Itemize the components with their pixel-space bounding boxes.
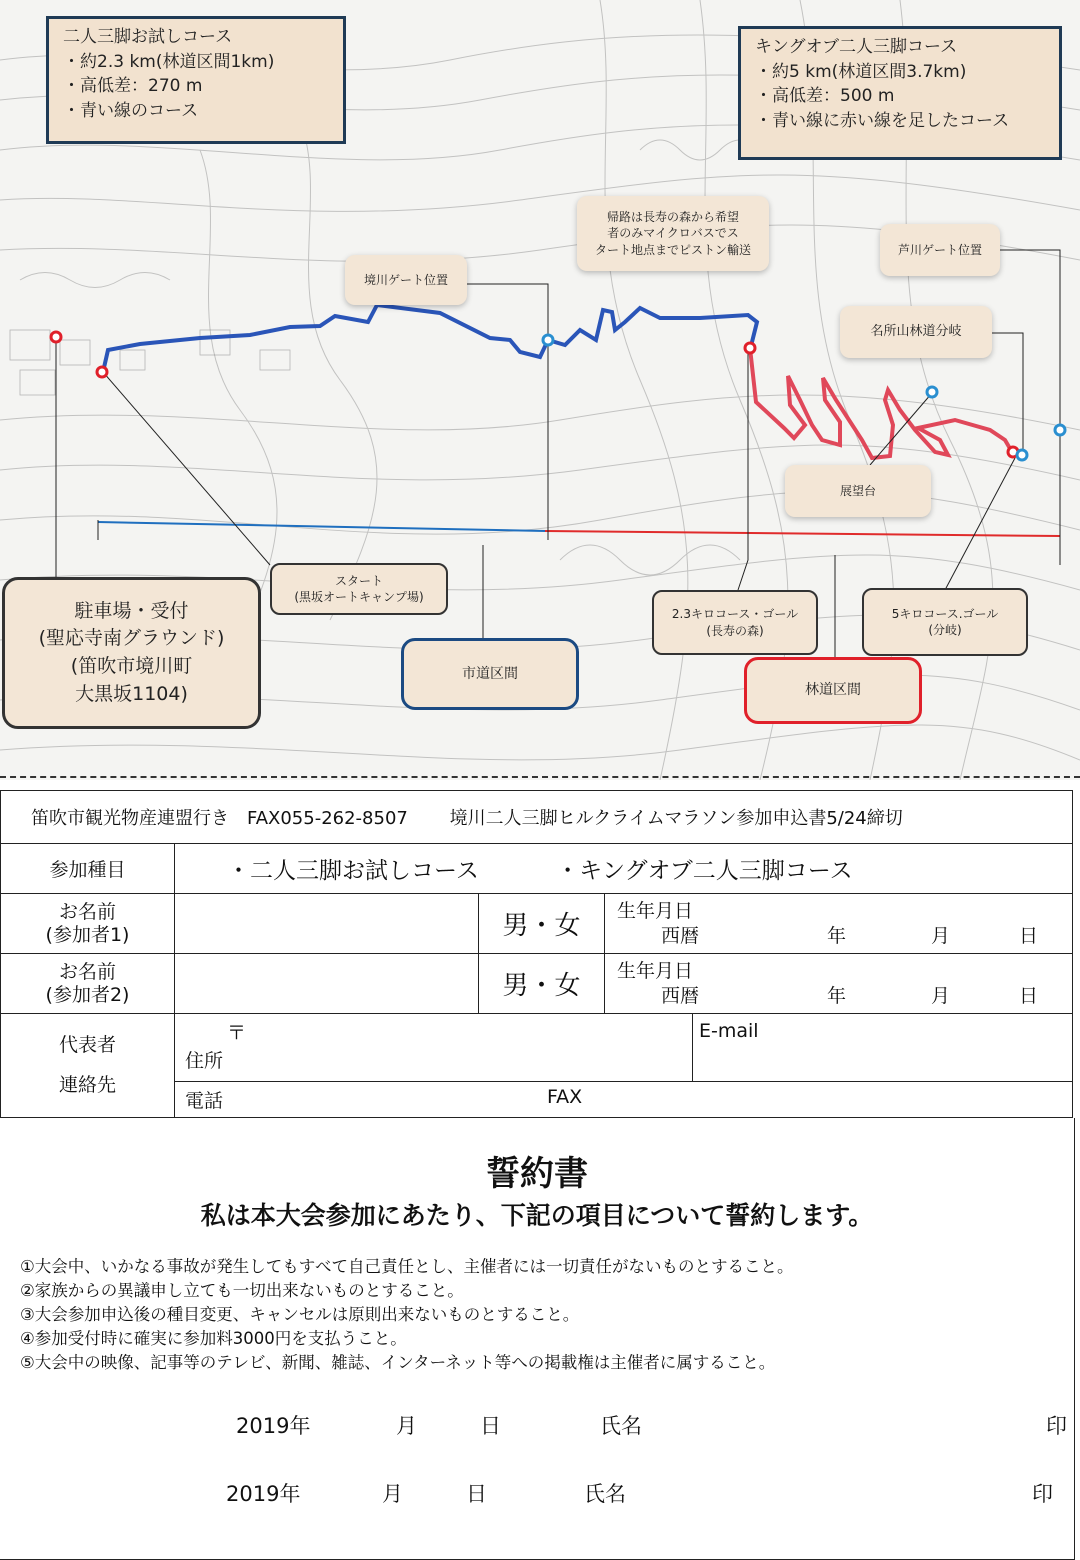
gate-marker — [543, 335, 553, 345]
postal-mark: 〒 — [227, 1021, 247, 1044]
contact-row-1 — [1, 1014, 1073, 1082]
trial-course-title: 二人三脚お試しコース — [63, 27, 233, 47]
event-row — [1, 844, 1073, 894]
month-label-1: 月 — [931, 924, 951, 947]
king-course-route: ・青い線に赤い線を足したコース — [755, 110, 1010, 131]
sig-1-month: 月 — [396, 1414, 417, 1438]
birth-label-2: 生年月日 — [617, 960, 694, 983]
representative-label — [1, 1014, 175, 1118]
email-field[interactable] — [693, 1014, 1073, 1082]
city-road-label — [401, 638, 579, 710]
goal-23-marker — [745, 343, 755, 353]
fax-destination: 笛吹市観光物産連盟行き FAX055-262-8507 — [31, 808, 408, 829]
return-note-label — [577, 196, 769, 271]
phone-label: 電話 — [185, 1090, 224, 1112]
form-header — [1, 791, 1073, 844]
participant-1-birthdate[interactable] — [605, 894, 1073, 954]
goal-5-line-1: 5キロコース.ゴール — [891, 606, 999, 621]
ashigawa-gate-text: 芦川ゲート位置 — [897, 242, 982, 257]
start-label — [270, 563, 448, 615]
fax-label: FAX — [547, 1086, 583, 1108]
king-course-title: キングオブ二人三脚コース — [755, 37, 958, 57]
pledge-section — [0, 1118, 1075, 1560]
participant-2-row — [1, 954, 1073, 1014]
phone-fax-field[interactable] — [175, 1082, 1073, 1118]
participant-1-name-field[interactable] — [175, 894, 479, 954]
ashigawa-gate-marker — [1055, 425, 1065, 435]
goal-23-line-1: 2.3キロコース・ゴール — [671, 607, 799, 622]
observatory-label — [785, 465, 931, 517]
goal-5-line-2: (分岐) — [928, 623, 962, 637]
participant-2-birthdate[interactable] — [605, 954, 1073, 1014]
parking-line-4: 大黒坂1104) — [75, 682, 188, 705]
address-label: 住所 — [185, 1049, 224, 1072]
rep-label: 代表者 — [58, 1033, 116, 1056]
event-option-trial[interactable]: ・二人三脚お試しコース — [227, 858, 479, 884]
participant-1-caption: (参加者1) — [45, 923, 130, 946]
event-options — [175, 844, 1073, 894]
observatory-marker — [927, 387, 937, 397]
application-form — [0, 790, 1073, 1118]
contact-label: 連絡先 — [58, 1073, 116, 1096]
name-label-1: お名前 — [58, 900, 116, 923]
sig-2-year: 2019年 — [226, 1482, 301, 1506]
day-label-1: 日 — [1019, 924, 1039, 947]
sakaigawa-gate-text: 境川ゲート位置 — [363, 272, 448, 287]
name-label-2: お名前 — [58, 960, 116, 983]
parking-line-1: 駐車場・受付 — [74, 599, 189, 622]
sig-2-day: 日 — [466, 1482, 487, 1506]
ashigawa-gate-label — [880, 224, 1000, 276]
red-route-line — [750, 348, 1012, 458]
meishoyama-branch-text: 名所山林道分岐 — [870, 324, 962, 340]
year-label-2: 年 — [827, 984, 847, 1007]
start-marker — [97, 367, 107, 377]
sig-1-day: 日 — [480, 1414, 501, 1438]
pledge-item: ⑤大会中の映像、記事等のテレビ、新聞、雑誌、インターネット等への掲載権は主催者に属すること。 — [20, 1353, 776, 1372]
forest-road-text: 林道区間 — [805, 682, 861, 699]
sig-1-name-label: 氏名 — [600, 1414, 642, 1438]
goal-23-line-2: (長寿の森) — [706, 623, 764, 638]
address-field[interactable] — [175, 1014, 693, 1082]
era-label-2: 西暦 — [661, 984, 700, 1007]
sig-2-seal: 印 — [1032, 1482, 1053, 1506]
return-note-line-1: 帰路は長寿の森から希望 — [606, 210, 739, 225]
email-label: E-mail — [699, 1020, 759, 1042]
pledge-item: ①大会中、いかなる事故が発生してもすべて自己責任とし、主催者には一切責任がないものとすること。 — [20, 1257, 794, 1276]
king-course-info — [738, 26, 1062, 160]
pledge-list — [20, 1255, 793, 1375]
return-note-line-2: 者のみマイクロバスでス — [607, 226, 739, 241]
pledge-item: ④参加受付時に確実に参加料3000円を支払うこと。 — [20, 1329, 407, 1348]
era-label-1: 西暦 — [661, 924, 700, 947]
trial-course-info — [46, 16, 346, 144]
sig-2-month: 月 — [382, 1482, 403, 1506]
forest-road-label — [744, 657, 922, 724]
participant-1-gender[interactable]: 男・女 — [479, 894, 605, 954]
king-course-distance: ・約5 km(林道区間3.7km) — [755, 61, 967, 82]
meishoyama-branch-label — [840, 306, 992, 358]
king-course-elevation: ・高低差：500 m — [755, 86, 895, 107]
cut-line — [0, 776, 1080, 778]
event-option-king[interactable]: ・キングオブ二人三脚コース — [556, 858, 853, 884]
participant-1-row — [1, 894, 1073, 954]
blue-route-line — [103, 305, 757, 372]
month-label-2: 月 — [931, 984, 951, 1007]
trial-course-elevation: ・高低差：270 m — [63, 76, 203, 97]
participant-2-name-field[interactable] — [175, 954, 479, 1014]
trial-course-distance: ・約2.3 km(林道区間1km) — [63, 51, 275, 72]
start-line-2: (黒坂オートキャンプ場) — [294, 590, 424, 604]
sig-1-seal: 印 — [1046, 1414, 1067, 1438]
forest-road-line — [545, 531, 1060, 536]
city-road-text: 市道区間 — [462, 665, 518, 682]
birth-label-1: 生年月日 — [617, 900, 694, 923]
pledge-item: ③大会参加申込後の種目変更、キャンセルは原則出来ないものとすること。 — [20, 1305, 580, 1324]
parking-line-3: (笛吹市境川町 — [70, 655, 193, 677]
start-line-1: スタート — [334, 573, 383, 588]
parking-marker — [51, 332, 61, 342]
parking-line-2: (聖応寺南グラウンド) — [38, 627, 225, 650]
participant-2-caption: (参加者2) — [45, 983, 130, 1006]
participant-2-gender[interactable]: 男・女 — [479, 954, 605, 1014]
form-title: 境川二人三脚ヒルクライムマラソン参加申込書5/24締切 — [449, 808, 903, 829]
sig-1-year: 2019年 — [236, 1414, 311, 1438]
participant-2-label — [1, 954, 175, 1014]
participant-1-label — [1, 894, 175, 954]
branch-marker — [1017, 450, 1027, 460]
parking-reception-label — [2, 577, 261, 729]
goal-5-label — [862, 588, 1028, 656]
goal-23-label — [652, 590, 818, 655]
pledge-title: 誓約書 — [486, 1154, 588, 1194]
sig-2-name-label: 氏名 — [584, 1482, 626, 1506]
year-label-1: 年 — [827, 924, 847, 947]
pledge-subtitle: 私は本大会参加にあたり、下記の項目について誓約します。 — [200, 1201, 874, 1230]
event-label: 参加種目 — [1, 844, 175, 894]
return-note-line-3: タート地点までピストン輸送 — [594, 242, 751, 257]
day-label-2: 日 — [1019, 984, 1039, 1007]
form-header-row — [1, 791, 1073, 844]
observatory-text: 展望台 — [839, 483, 876, 498]
sakaigawa-gate-label — [345, 255, 467, 305]
pledge-item: ②家族からの異議申し立ても一切出来ないものとすること。 — [20, 1281, 464, 1300]
trial-course-route: ・青い線のコース — [63, 100, 199, 121]
